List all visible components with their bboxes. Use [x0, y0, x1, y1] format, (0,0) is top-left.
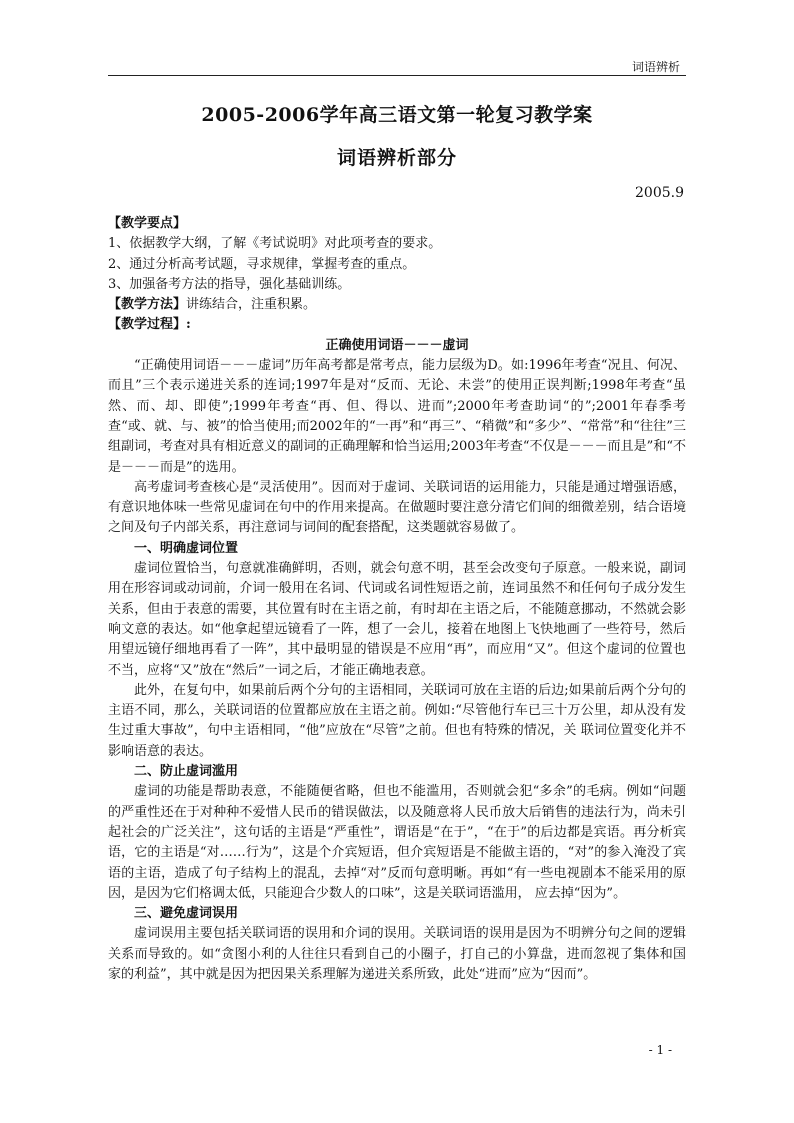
- intro-paragraph: 高考虚词考查核心是“灵活使用”。因而对于虚词、关联词语的运用能力，只能是通过增强语感，有意识地体味一些常见虚词在句中的作用来提高。在做题时要注意分清它们间的细微差别，结合语境之间及句子内部关系，再注意词与词间的配套搭配，这类题就容易做了。: [108, 479, 686, 536]
- teaching-method: [108, 295, 686, 315]
- part-heading: 一、明确虚词位置: [134, 540, 239, 556]
- part-heading: 二、防止虚词滥用: [134, 764, 239, 780]
- page-header: [108, 58, 686, 76]
- page-number: - 1 -: [648, 1043, 672, 1057]
- part-paragraph: 虚词的功能是帮助表意，不能随便省略，但也不能滥用，否则就会犯“多余”的毛病。例如“问题的严重性还在于对种种不爱惜人民币的错误做法，以及随意将人民币放大后销售的违法行为，尚未引起社会的广泛关注”，这句话的主语是“严重性”，谓语是“在于”，“在于”的后边都是宾语。再分析宾语，它的主语是“对……行为”，这是个介宾短语，但介宾短语是不能做主语的，“对”的参入淹没了宾语的主语，造成了句子结构上的混乱，去掉“对”反而句意明晰。再如“有一些电视剧本不能采用的原因，是因为它们格调太低，只能迎合少数人的口味”，这是关联词语滥用， 应去掉“因为”。: [108, 784, 686, 901]
- document-title: 2005-2006学年高三语文第一轮复习教学案: [201, 104, 593, 126]
- document-body: [108, 214, 686, 985]
- teaching-point-item: 3、加强备考方法的指导，强化基础训练。: [108, 276, 351, 292]
- part-heading: 三、避免虚词误用: [134, 906, 239, 922]
- header-title: 词语辨析: [631, 60, 680, 74]
- teaching-point-item: 2、通过分析高考试题，寻求规律，掌握考查的重点。: [108, 256, 416, 272]
- teaching-method-text: 讲练结合，注重积累。: [186, 297, 317, 313]
- teaching-process-label: 【教学过程】:: [108, 317, 191, 333]
- document-date: 2005.9: [635, 185, 684, 201]
- document-subtitle: 词语辨析部分: [336, 147, 457, 169]
- intro-paragraph: “正确使用词语－－－虚词”历年高考都是常考点，能力层级为D。如:1996年考查“况且、何况、而且”三个表示递进关系的连词;1997年是对“反而、无论、未尝”的使用正误判断;1998年考查“虽然、而、却、即使”;1999年考查“再、但、得以、进而”;2000年考查助词“的”;2001年春季考查“或、就、与、被”的恰当使用;而2002年的“一再”和“再三”、“稍微”和“多少”、“常常”和“往往”三组副词，考查对具有相近意义的副词的正确理解和恰当运用;2003年考查“不仅是－－－而且是”和“不是－－－而是”的选用。: [108, 358, 686, 475]
- teaching-point-item: 1、依据教学大纲，了解《考试说明》对此项考查的要求。: [108, 236, 442, 252]
- teaching-method-label: 【教学方法】: [108, 297, 187, 313]
- part-paragraph: 此外，在复句中，如果前后两个分句的主语相同，关联词可放在主语的后边;如果前后两个分句的主语不同，那么，关联词语的位置都应放在主语之前。例如:“尽管他行车已三十万公里，却从没有发生过重大事故”，句中主语相同，“他”应放在“尽管”之前。但也有特殊的情况，关 联词位置变化并不影响语意的表达。: [108, 682, 686, 759]
- teaching-points-label: 【教学要点】: [108, 216, 187, 231]
- part-paragraph: 虚词位置恰当，句意就准确鲜明，否则，就会句意不明，甚至会改变句子原意。一般来说，副词用在形容词或动词前，介词一般用在名词、代词或名词性短语之前，连词虽然不和任何句子成分发生关系，但由于表意的需要，其位置有时在主语之前，有时却在主语之后，不能随意挪动，不然就会影响文意的表达。如“他拿起望远镜看了一阵，想了一会儿，接着在地图上飞快地画了一些符号，然后用望远镜仔细地再看了一阵”，其中最明显的错误是不应用“再”，而应用“又”。但这个虚词的位置也不当，应将“又”放在“然后”一词之后，才能正确地表意。: [108, 561, 686, 678]
- topic-heading: 正确使用词语－－－虚词: [325, 337, 469, 353]
- part-paragraph: 虚词误用主要包括关联词语的误用和介词的误用。关联词语的误用是因为不明辨分句之间的逻辑关系而导致的。如“贪图小利的人往往只看到自己的小圈子，打自己的小算盘，进而忽视了集体和国家的利益”，其中就是因为把因果关系理解为递进关系所致，此处“进而”应为“因而”。: [108, 926, 686, 982]
